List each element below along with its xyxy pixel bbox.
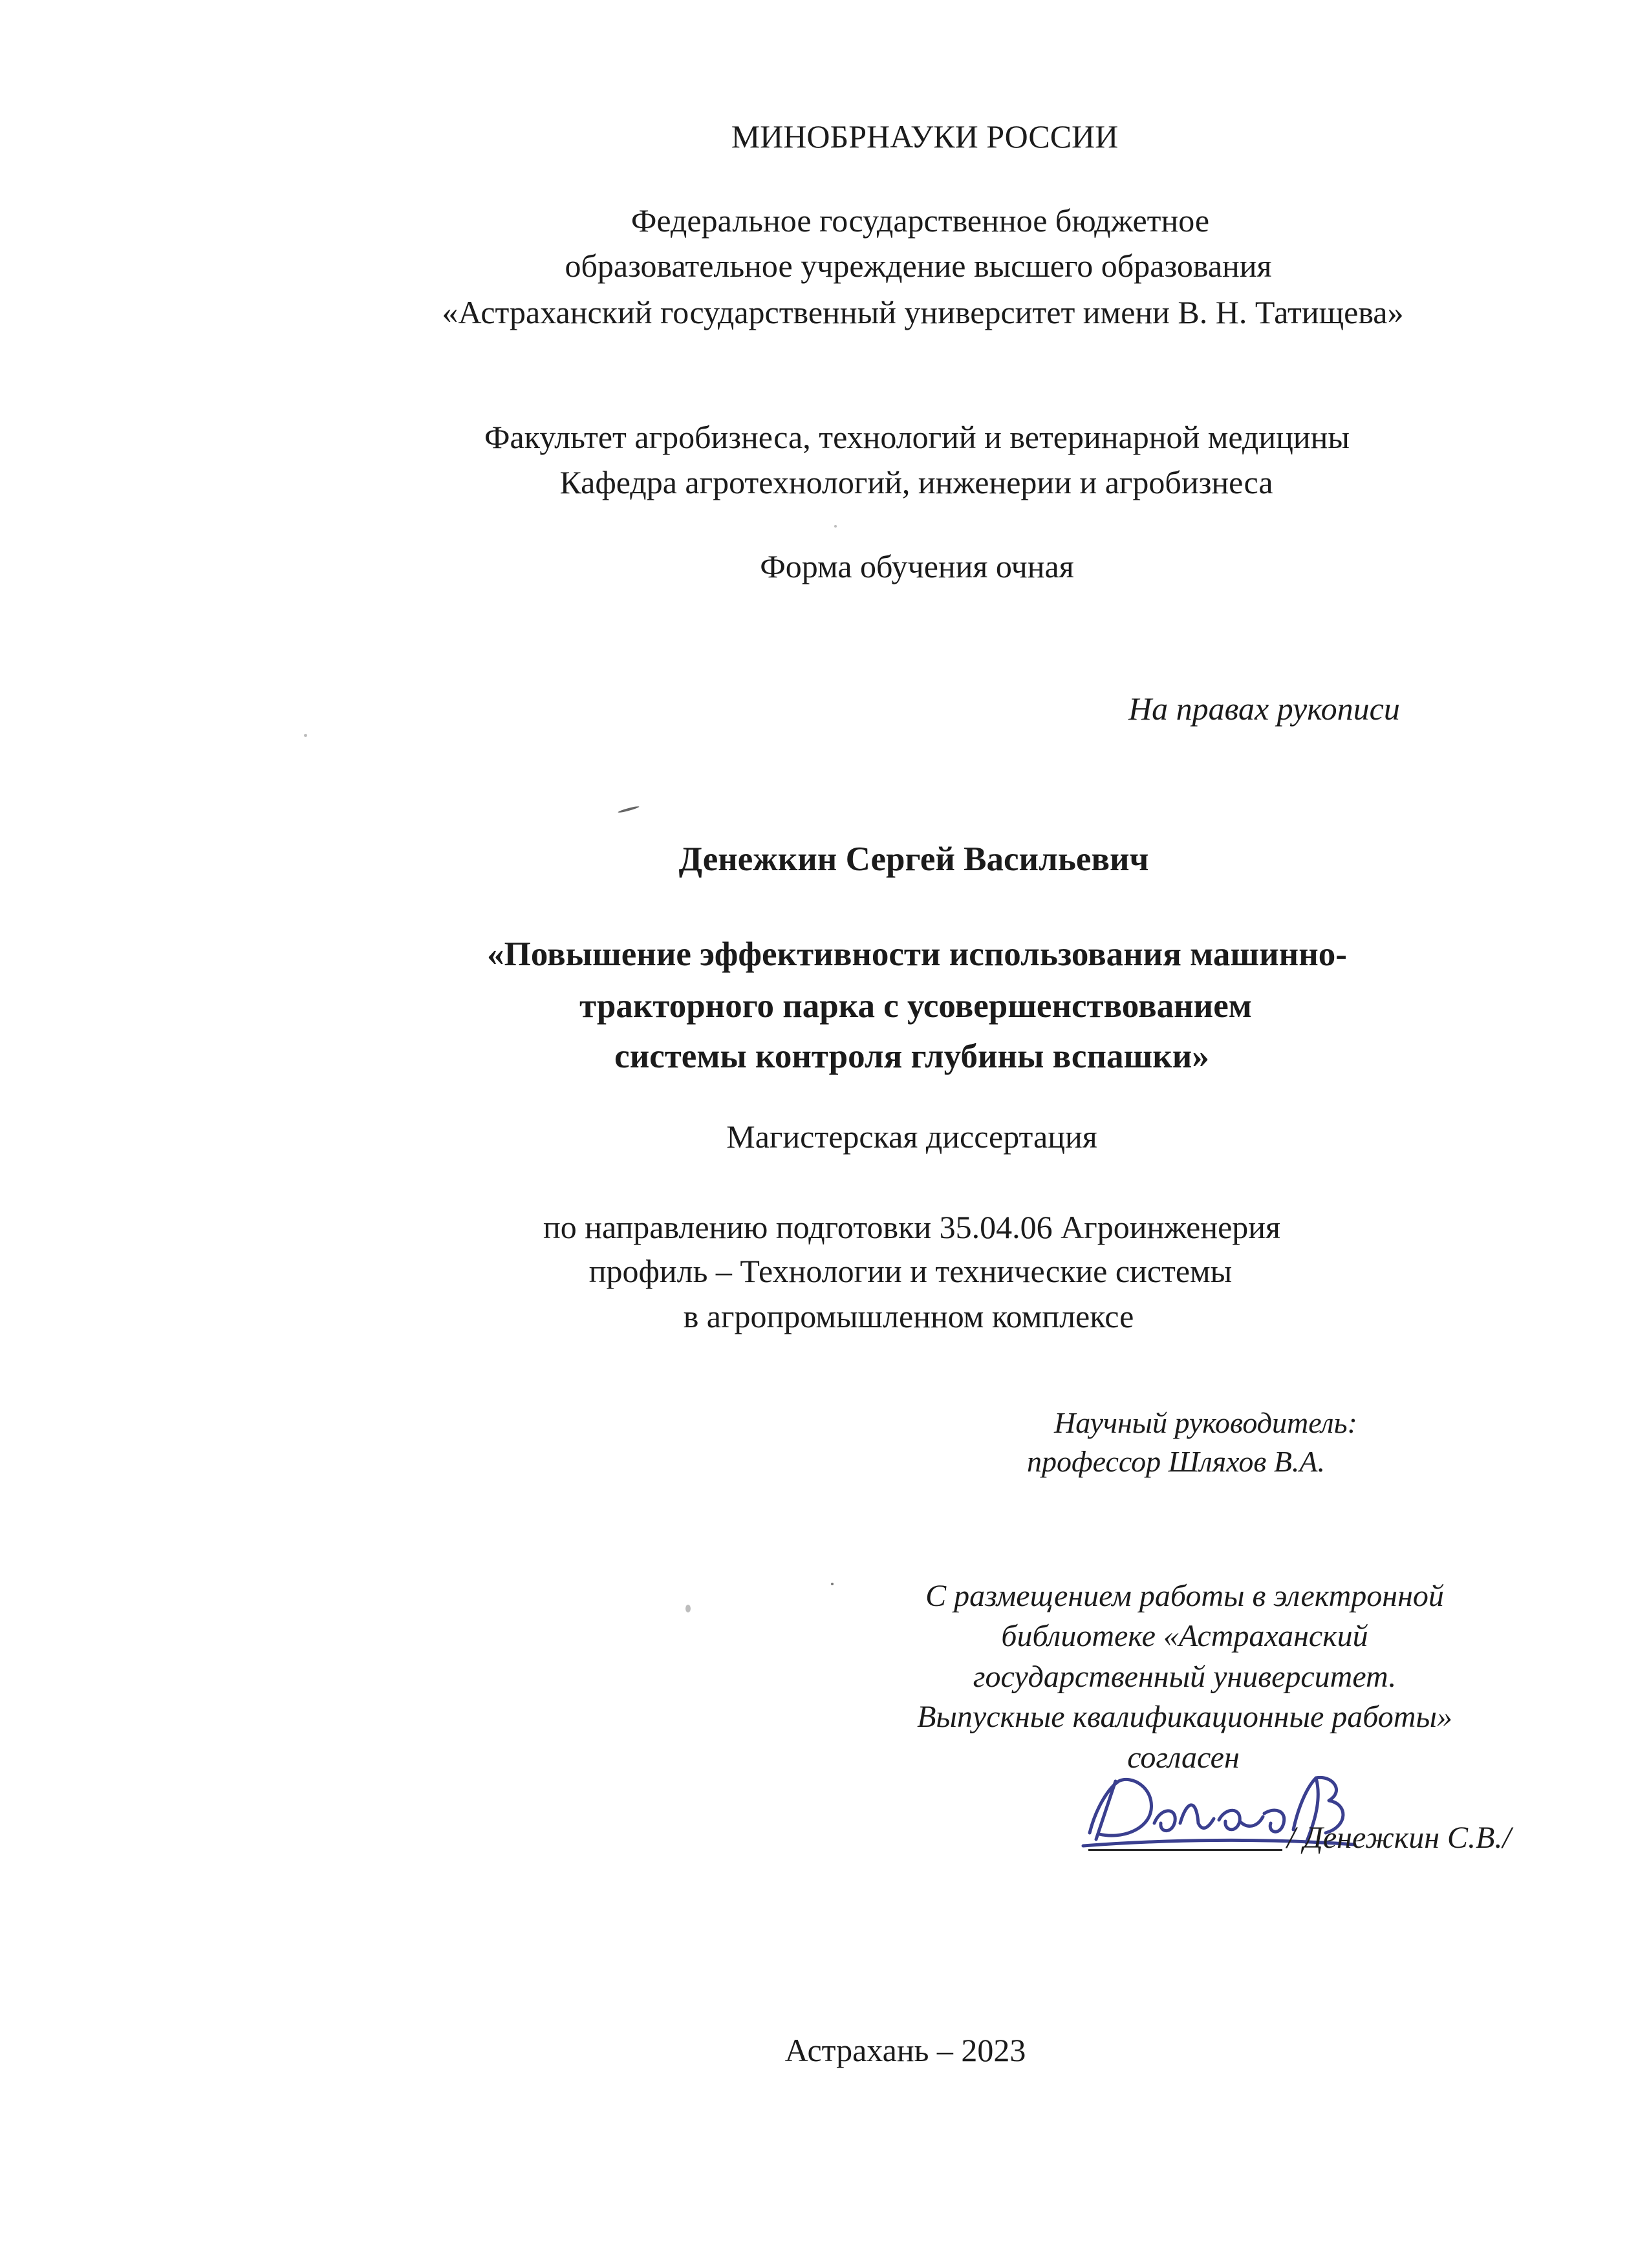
signer-name: / Денежкин С.В./ <box>1287 1821 1511 1855</box>
city-year: Астрахань – 2023 <box>784 2032 1026 2068</box>
thesis-title-line-2: тракторного парка с усовершенствованием <box>579 987 1252 1025</box>
consent-line-3: государственный университет. <box>973 1660 1397 1694</box>
direction-line-3: в агропромышленном комплексе <box>683 1298 1134 1334</box>
consent-line-4: Выпускные квалификационные работы» <box>917 1700 1452 1734</box>
thesis-title-line-3: системы контроля глубины вспашки» <box>614 1038 1209 1075</box>
direction-line-1: по направлению подготовки 35.04.06 Агроинженерия <box>543 1209 1281 1245</box>
thesis-title-line-1: «Повышение эффективности использования машинно- <box>487 936 1347 973</box>
supervisor-name: профессор Шляхов В.А. <box>1027 1445 1326 1478</box>
institution-line-2: образовательное учреждение высшего образования <box>565 248 1272 284</box>
signature-underline <box>1088 1849 1282 1851</box>
work-type: Магистерская диссертация <box>726 1118 1097 1155</box>
scan-speck <box>685 1605 691 1612</box>
faculty-name: Факультет агробизнеса, технологий и ветеринарной медицины <box>484 419 1350 455</box>
author-name: Денежкин Сергей Васильевич <box>678 840 1149 878</box>
consent-line-2: библиотеке «Астраханский <box>1001 1619 1368 1653</box>
supervisor-label: Научный руководитель: <box>1054 1406 1357 1439</box>
scan-speck <box>834 525 837 528</box>
direction-line-2: профиль – Технологии и технические системы <box>588 1253 1233 1289</box>
institution-line-1: Федеральное государственное бюджетное <box>630 202 1210 239</box>
consent-line-5: согласен <box>1127 1740 1240 1775</box>
scan-mark <box>618 806 640 814</box>
manuscript-note: На правах рукописи <box>1128 690 1400 727</box>
department-name: Кафедра агротехнологий, инженерии и агробизнеса <box>559 464 1273 500</box>
institution-line-3: «Астраханский государственный университет имени В. Н. Татищева» <box>442 294 1404 330</box>
ministry-name: МИНОБРНАУКИ РОССИИ <box>731 118 1119 155</box>
study-form: Форма обучения очная <box>760 548 1074 584</box>
consent-line-1: С размещением работы в электронной <box>925 1579 1444 1613</box>
scan-speck <box>831 1583 834 1585</box>
scan-speck <box>304 734 307 737</box>
